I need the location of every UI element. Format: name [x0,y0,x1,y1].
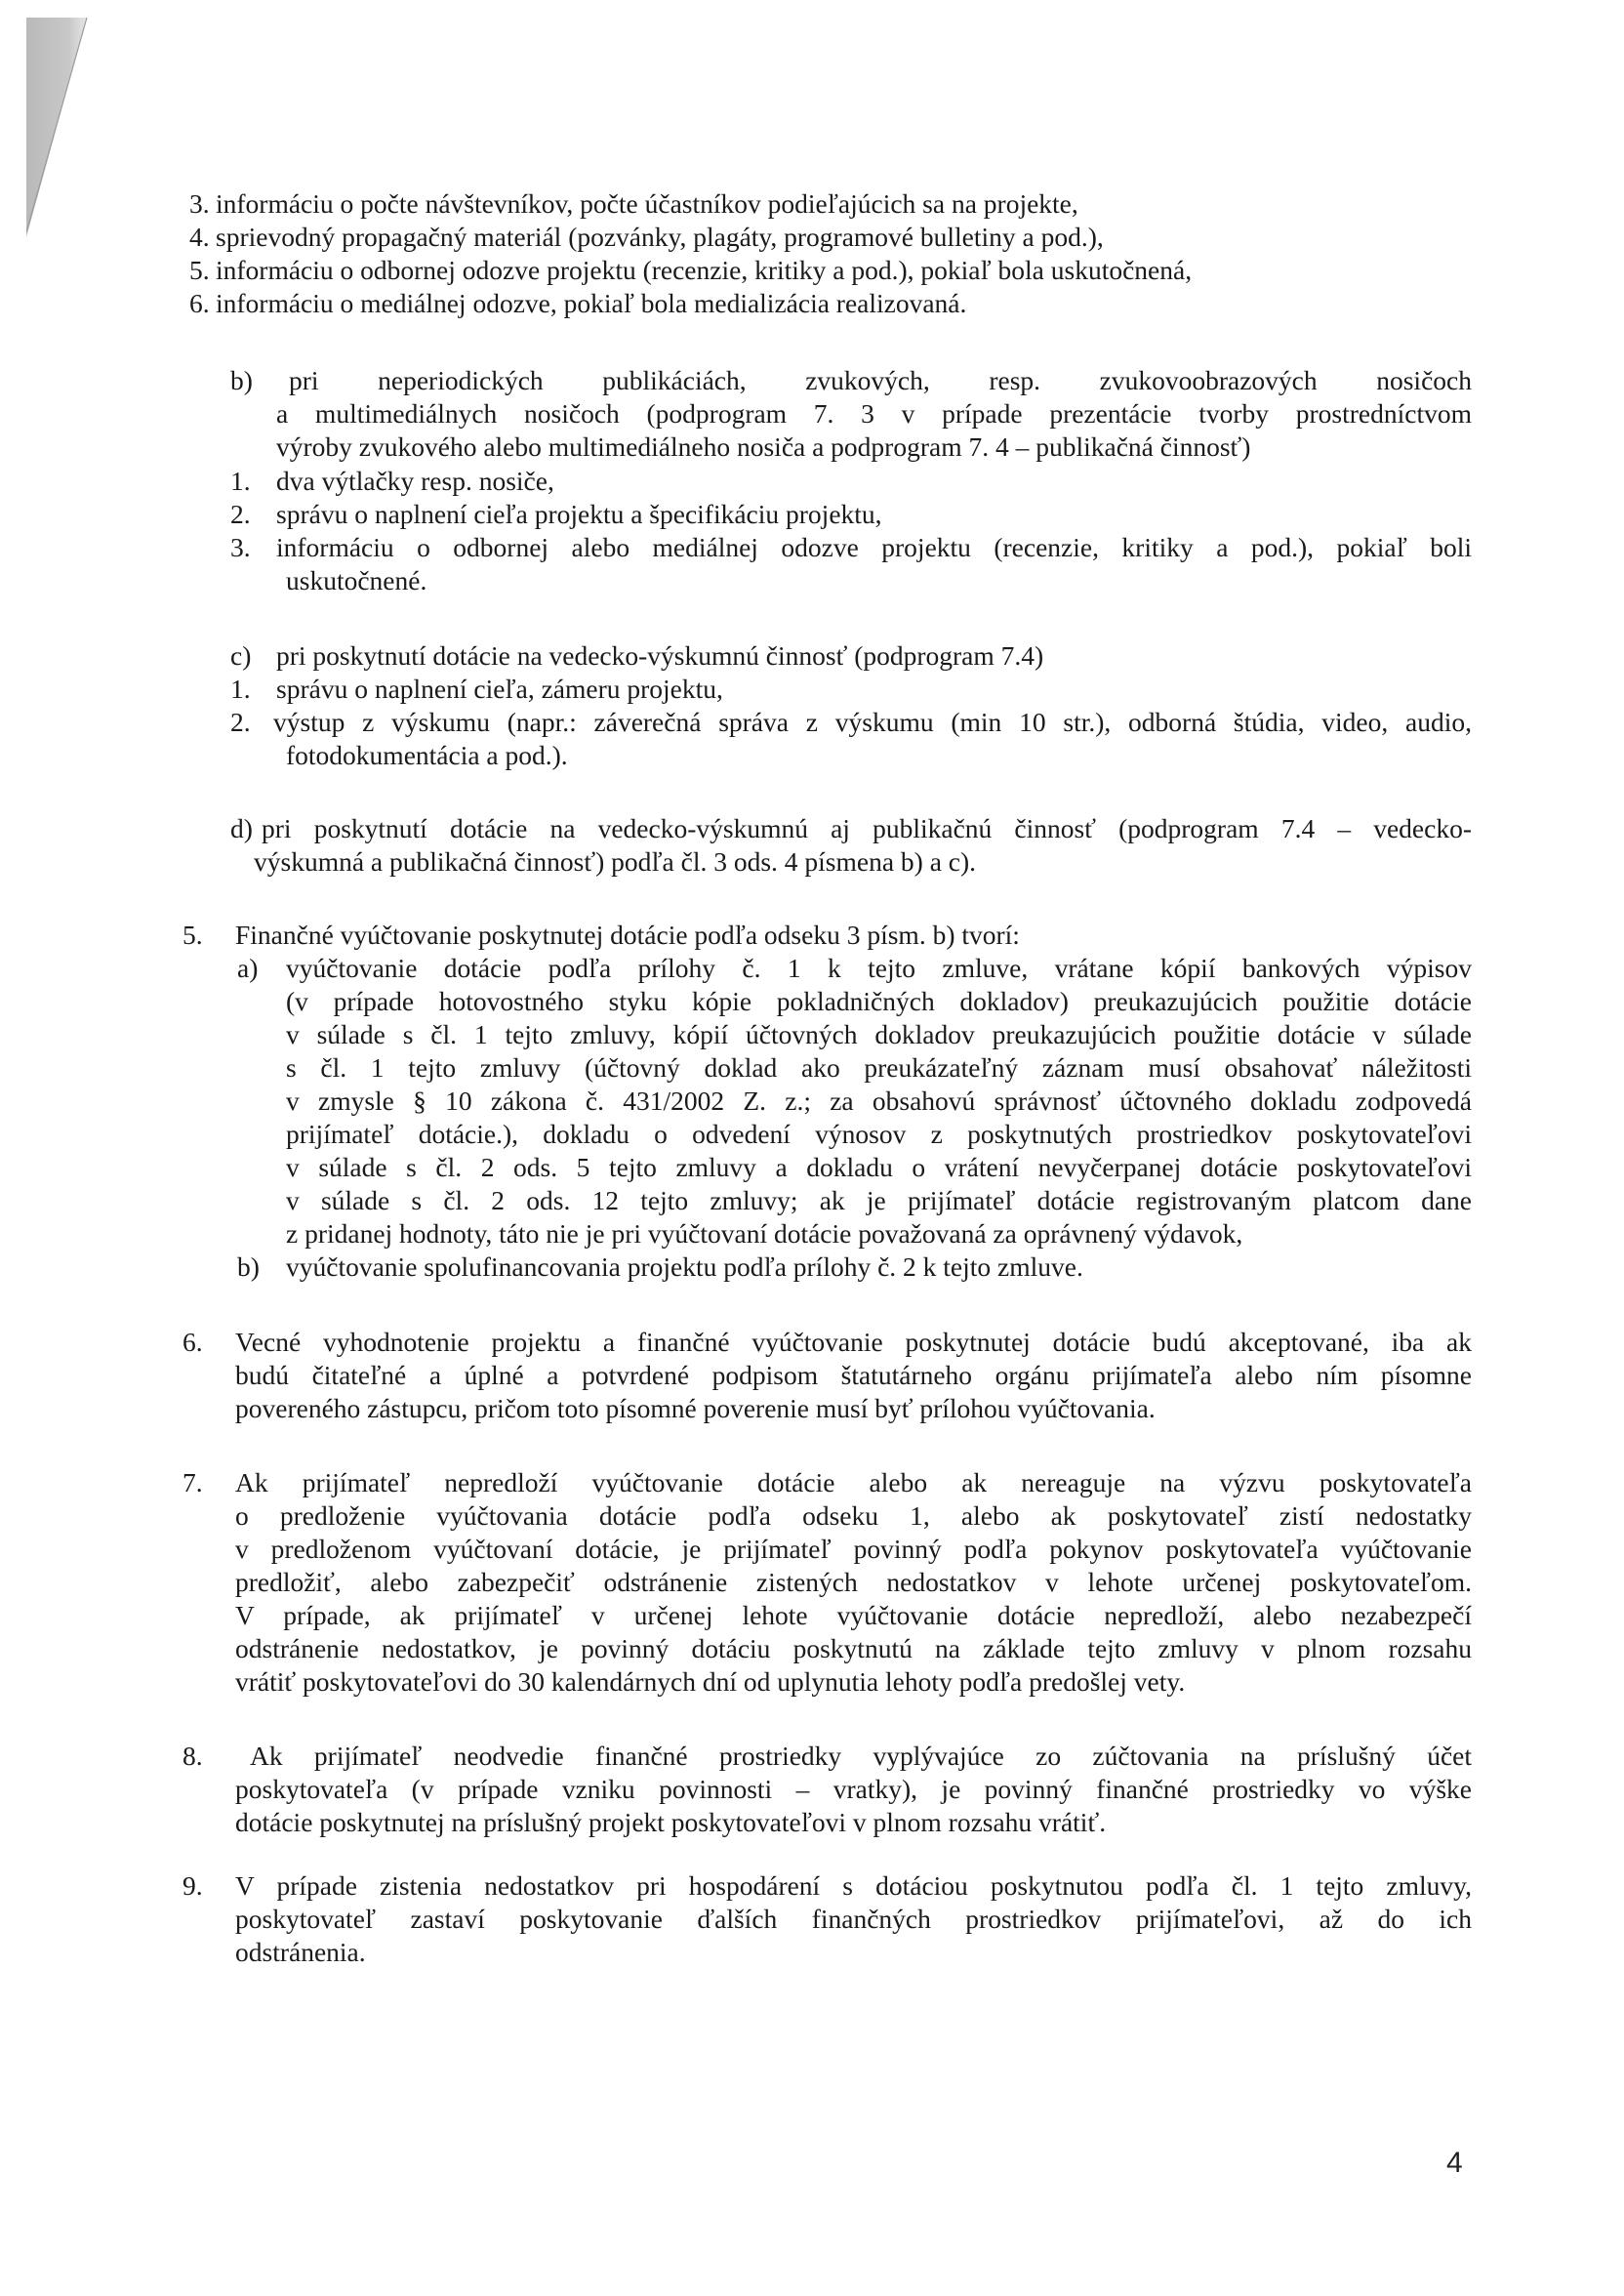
point-text: budú čitateľné a úplné a potvrdené podpisom štatutárneho orgánu prijímateľa alebo ním písomne [235,1360,1472,1390]
point-text: odstránenia. [235,1937,366,1967]
item-text: s čl. 1 tejto zmluvy (účtovný doklad ako preukázateľný záznam musí obsahovať náležitosti [286,1052,1472,1083]
list-number: 2. [230,499,251,529]
list-item-text: informáciu o počte návštevníkov, počte účastníkov podieľajúcich sa na projekte, [216,188,1078,219]
list-item-text: informáciu o odbornej alebo mediálnej odozve projektu (recenzie, kritiky a pod.), pokiaľ boli [276,532,1472,562]
list-number: 6. [189,288,210,318]
item-label: a) [237,953,259,983]
point-text: V prípade zistenia nedostatkov pri hospodárení s dotáciou poskytnutou podľa čl. 1 tejto zmluvy, [235,1870,1472,1901]
point-number: 6. [183,1327,203,1357]
list-item-text: sprievodný propagačný materiál (pozvánky, plagáty, programové bulletiny a pod.), [216,222,1104,252]
point-text: V prípade, ak prijímateľ v určenej lehote vyúčtovanie dotácie nepredloží, alebo nezabezpečí [235,1600,1472,1630]
item-text: vyúčtovanie spolufinancovania projektu podľa prílohy č. 2 k tejto zmluve. [286,1251,1083,1282]
point-number: 5. [183,920,203,950]
section-label: b) [230,365,253,395]
point-number: 8. [183,1741,203,1771]
section-text: pri poskytnutí dotácie na vedecko-výskumnú činnosť (podprogram 7.4) [276,640,1044,671]
point-text: Vecné vyhodnotenie projektu a finančné vyúčtovanie poskytnutej dotácie budú akceptované, iba ak [235,1327,1472,1357]
item-text: v súlade s čl. 1 tejto zmluvy, kópií účtovných dokladov preukazujúcich použitie dotácie v súlade [286,1019,1472,1049]
list-item-text: výstup z výskumu (napr.: záverečná správa z výskumu (min 10 str.), odborná štúdia, video, audio, [273,707,1472,737]
list-item-text: fotodokumentácia a pod.). [286,740,568,770]
section-text: pri poskytnutí dotácie na vedecko-výskumnú aj publikačnú činnosť (podprogram 7.4 – vedecko- [262,813,1472,843]
point-text: odstránenie nedostatkov, je povinný dotáciu poskytnutú na základe tejto zmluvy v plnom rozsahu [235,1633,1472,1663]
list-item-text: správu o naplnení cieľa, zámeru projektu, [276,674,723,704]
point-text: predložiť, alebo zabezpečiť odstránenie zistených nedostatkov v lehote určenej poskytovateľom. [235,1567,1472,1597]
point-text: Ak prijímateľ neodvedie finančné prostriedky vyplývajúce zo zúčtovania na príslušný účet [250,1741,1472,1771]
list-item-text: uskutočnené. [286,565,427,595]
item-text: v súlade s čl. 2 ods. 5 tejto zmluvy a dokladu o vrátení nevyčerpanej dotácie poskytovateľovi [286,1152,1472,1182]
point-text: dotácie poskytnutej na príslušný projekt poskytovateľovi v plnom rozsahu vrátiť. [235,1807,1107,1837]
list-number: 3. [230,532,251,562]
item-text: (v prípade hotovostného styku kópie pokladničných dokladov) preukazujúcich použitie dotácie [286,986,1472,1016]
list-number: 4. [189,222,210,252]
list-item-text: informáciu o mediálnej odozve, pokiaľ bola medializácia realizovaná. [216,288,967,318]
list-item-text: informáciu o odbornej odozve projektu (recenzie, kritiky a pod.), pokiaľ bola uskutočnená, [216,255,1193,285]
section-text: pri neperiodických publikáciách, zvukových, resp. zvukovoobrazových nosičoch [289,365,1472,395]
point-text: Ak prijímateľ nepredloží vyúčtovanie dotácie alebo ak nereaguje na výzvu poskytovateľa [235,1467,1472,1497]
point-text: o predloženie vyúčtovania dotácie podľa odseku 1, alebo ak poskytovateľ zistí nedostatky [235,1500,1472,1531]
section-text: výroby zvukového alebo multimediálneho nosiča a podprogram 7. 4 – publikačná činnosť) [276,431,1251,462]
section-text: výskumná a publikačná činnosť) podľa čl. 3 ods. 4 písmena b) a c). [254,846,977,877]
list-number: 1. [230,674,251,704]
list-item-text: dva výtlačky resp. nosiče, [276,466,554,496]
scan-edge-shadow [26,18,90,237]
list-number: 3. [189,188,210,219]
item-text: v súlade s čl. 2 ods. 12 tejto zmluvy; ak je prijímateľ dotácie registrovaným platcom dane [286,1185,1472,1215]
list-item-text: správu o naplnení cieľa projektu a špecifikáciu projektu, [276,499,882,529]
item-text: z pridanej hodnoty, táto nie je pri vyúčtovaní dotácie považovaná za oprávnený výdavok, [286,1218,1243,1249]
point-text: Finančné vyúčtovanie poskytnutej dotácie podľa odseku 3 písm. b) tvorí: [235,920,1020,950]
point-text: vrátiť poskytovateľovi do 30 kalendárnych dní od uplynutia lehoty podľa predošlej vety. [235,1666,1186,1697]
point-number: 9. [183,1870,203,1901]
point-text: povereného zástupcu, pričom toto písomné poverenie musí byť prílohou vyúčtovania. [235,1393,1156,1423]
item-text: prijímateľ dotácie.), dokladu o odvedení výnosov z poskytnutých prostriedkov poskytovateľovi [286,1119,1472,1149]
list-number: 2. [230,707,251,737]
point-text: poskytovateľa (v prípade vzniku povinnosti – vratky), je povinný finančné prostriedky vo výške [235,1774,1472,1804]
list-number: 1. [230,466,251,496]
item-text: v zmysle § 10 zákona č. 431/2002 Z. z.; za obsahovú správnosť účtovného dokladu zodpovedá [286,1086,1472,1116]
section-label: d) [230,813,253,843]
item-label: b) [237,1251,260,1282]
section-label: c) [230,640,252,671]
section-text: a multimediálnych nosičoch (podprogram 7. 3 v prípade prezentácie tvorby prostredníctvom [276,398,1472,429]
item-text: vyúčtovanie dotácie podľa prílohy č. 1 k tejto zmluve, vrátane kópií bankových výpisov [286,953,1472,983]
point-text: poskytovateľ zastaví poskytovanie ďalších finančných prostriedkov prijímateľovi, až do ich [235,1904,1472,1934]
point-text: v predloženom vyúčtovaní dotácie, je prijímateľ povinný podľa pokynov poskytovateľa vyúčtovanie [235,1534,1472,1564]
page-number: 4 [1446,2147,1463,2179]
point-number: 7. [183,1467,203,1497]
list-number: 5. [189,255,210,285]
